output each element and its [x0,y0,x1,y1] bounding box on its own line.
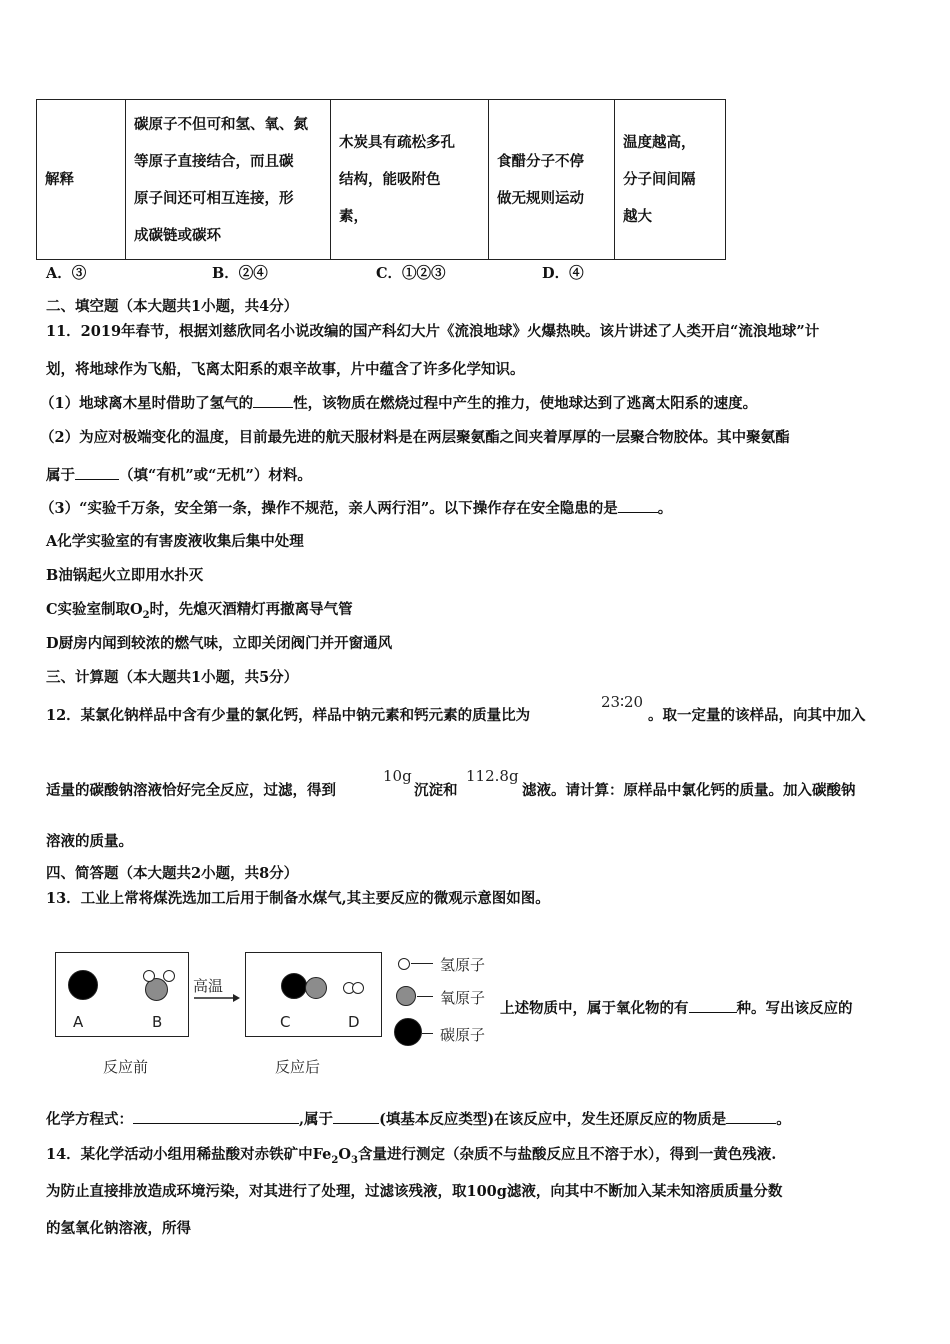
oxygen-atom-icon [305,977,327,999]
q11-option-c: C实验室制取$O_2$时，先熄灭酒精灯再撤离导气管 [46,601,353,621]
hydrogen-atom-icon [143,970,155,982]
legend-carbon: 碳原子 [440,1026,486,1044]
q12-line-2b: 沉淀和 [414,782,458,799]
reaction-condition: 高温 [193,977,224,995]
legend-line [417,996,433,997]
q13-equation-line: 化学方程式： ,属于 (填基本反应类型)在该反应中，发生还原反应的物质是 。 [46,1111,791,1128]
option-a: A．③ [46,265,87,282]
section-heading-fill-blank: 二、填空题（本大题共1小题，共4分） [46,298,299,315]
option-d: D．④ [542,265,584,282]
table-row-label: 解释 [37,100,126,260]
q12-line-2c: 滤液。请计算：原样品中氯化钙的质量。加入碳酸钠 [522,782,856,799]
q12-ratio: 23∶20 [601,693,644,711]
legend-line [411,963,433,964]
answer-blank [133,1109,299,1124]
q11-part-2-line-2: 属于 （填“有机”或“无机”）材料。 [46,467,312,484]
arrow-icon [193,992,241,1004]
table-cell-4: 温度越高， 分子间间隔 越大 [615,100,726,260]
q12-line-3: 溶液的质量。 [46,833,133,850]
q11-option-d: D厨房内闻到较浓的燃气味，立即关闭阀门并开窗通风 [46,635,393,652]
q12-line-1a: 12．某氯化钠样品中含有少量的氯化钙，样品中钠元素和钙元素的质量比为 [46,707,531,724]
legend-line [422,1033,433,1034]
section-heading-calculation: 三、计算题（本大题共1小题，共5分） [46,669,299,686]
q11-line-1: 11．2019年春节，根据刘慈欣同名小说改编的国产科幻大片《流浪地球》火爆热映。该片讲述了人类开启“流浪地球”计 [46,323,820,340]
hydrogen-atom-icon [352,982,364,994]
answer-blank [689,998,737,1013]
carbon-atom-icon [281,973,307,999]
answer-blank [75,465,119,480]
q11-part-1: （1）地球离木星时借助了氢气的 性，该物质在燃烧过程中产生的推力，使地球达到了逃离太阳系的速度。 [40,395,758,412]
label-a: A [73,1013,84,1031]
oxygen-atom-icon [396,986,416,1006]
q13-line-1: 13．工业上常将煤洗选加工后用于制备水煤气,其主要反应的微观示意图如图。 [46,890,550,907]
carbon-atom-icon [394,1018,422,1046]
label-b: B [152,1013,163,1031]
explanation-table [36,99,726,260]
answer-blank [618,498,658,513]
q12-line-1b: 。取一定量的该样品，向其中加入 [648,707,866,724]
hydrogen-atom-icon [163,970,175,982]
q14-line-2: 为防止直接排放造成环境污染，对其进行了处理，过滤该残液，取100g滤液，向其中不断加入某未知溶质质量分数 [46,1183,783,1200]
legend-hydrogen: 氢原子 [440,956,486,974]
carbon-atom-icon [68,970,98,1000]
option-b: B．②④ [212,265,268,282]
q12-mass-filtrate: 112.8g [466,767,519,785]
q11-option-b: B油锅起火立即用水扑灭 [46,567,204,584]
q14-line-1: 14．某化学活动小组用稀盐酸对赤铁矿中$Fe_2O_3$含量进行测定（杂质不与盐酸反应且不溶于水），得到一黄色残液. [46,1146,777,1166]
q13-side-text: 上述物质中，属于氧化物的有 种。写出该反应的 [500,1000,853,1017]
option-c: C．①②③ [376,265,446,282]
table-cell-3: 食醋分子不停 做无规则运动 [489,100,615,260]
answer-blank [726,1109,776,1124]
table-cell-1: 碳原子不但可和氢、氧、氮 等原子直接结合，而且碳 原子间还可相互连接，形 成碳链或碳环 [126,100,331,260]
table-cell-2: 木炭具有疏松多孔 结构，能吸附色 素， [331,100,489,260]
q11-part-2-line-1: （2）为应对极端变化的温度，目前最先进的航天服材料是在两层聚氨酯之间夹着厚厚的一层聚合物胶体。其中聚氨酯 [40,429,790,446]
label-d: D [348,1013,360,1031]
answer-blank [333,1109,379,1124]
hydrogen-atom-icon [398,958,410,970]
legend-oxygen: 氧原子 [440,989,486,1007]
q11-part-3: （3）“实验千万条，安全第一条，操作不规范，亲人两行泪”。以下操作存在安全隐患的是 。 [40,500,673,517]
section-heading-short-answer: 四、简答题（本大题共2小题，共8分） [46,865,299,882]
q11-option-a: A化学实验室的有害废液收集后集中处理 [46,533,304,550]
q11-line-2: 划，将地球作为飞船，飞离太阳系的艰辛故事，片中蕴含了许多化学知识。 [46,361,525,378]
q12-line-2a: 适量的碳酸钠溶液恰好完全反应，过滤，得到 [46,782,336,799]
q14-line-3: 的氢氧化钠溶液，所得 [46,1220,191,1237]
answer-blank [253,393,293,408]
label-c: C [280,1013,291,1031]
after-caption: 反应后 [275,1058,321,1076]
before-caption: 反应前 [103,1058,149,1076]
q12-mass-precipitate: 10g [383,767,412,785]
